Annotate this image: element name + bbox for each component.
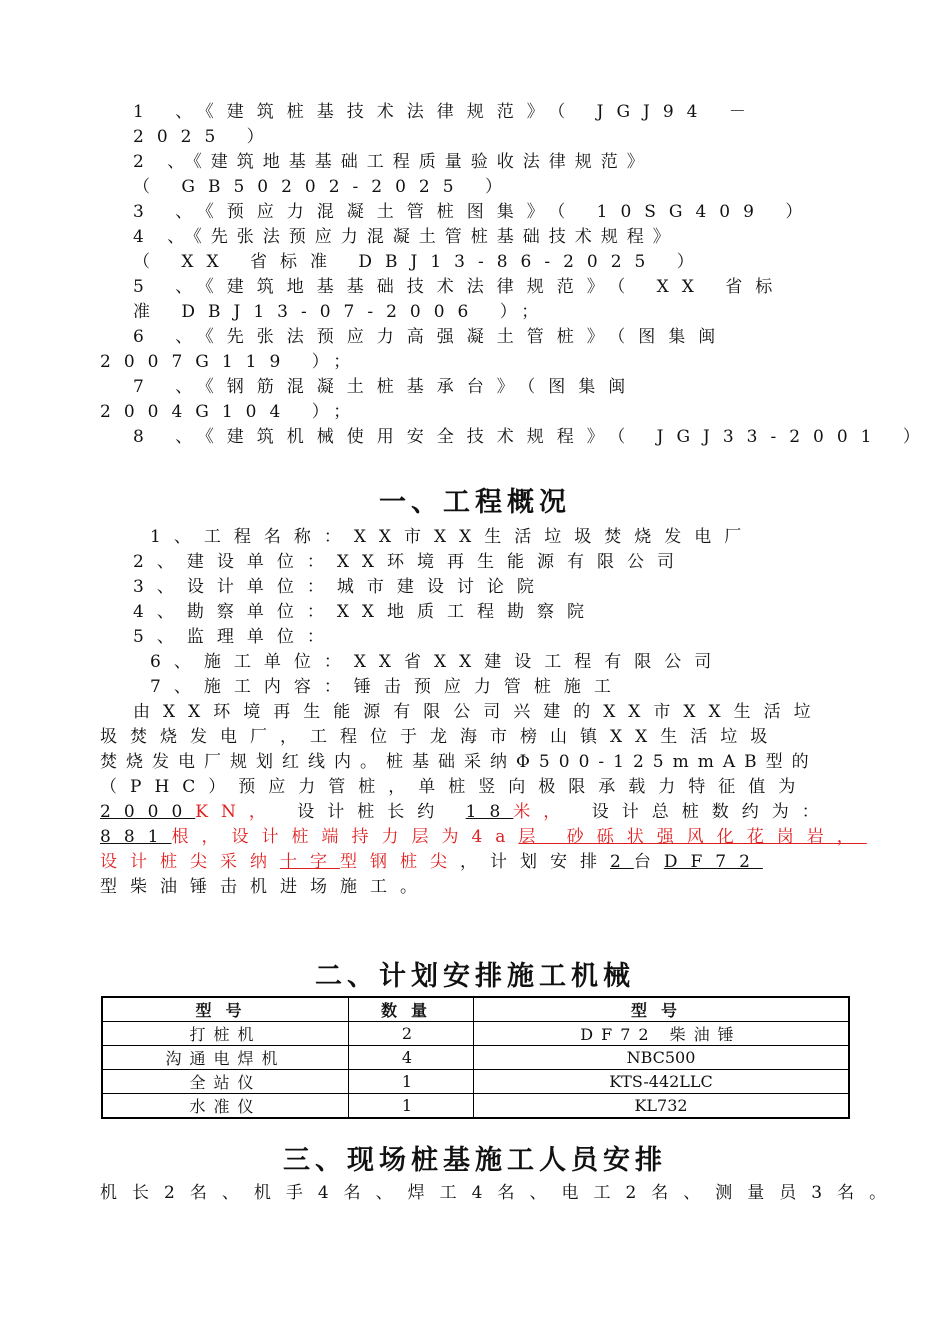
equipment-model: KL732 (474, 1094, 850, 1119)
equipment-table (101, 996, 850, 1119)
reference-6-line1: 6 、《先张法预应力高强凝土管桩》（图集闽 (133, 327, 729, 347)
hammer-model: DF72 (663, 852, 763, 872)
table-row (102, 1070, 849, 1094)
reference-1-line2: 2025 ） (133, 127, 277, 147)
owner-item: 2、建设单位：XX环境再生能源有限公司 (133, 552, 688, 572)
capacity-value: 2000 (100, 802, 196, 822)
pile-tip-type: 型钢桩尖 (340, 852, 460, 872)
pile-count-value: 881 (100, 827, 172, 847)
equipment-model: DF72 柴油锤 (474, 1022, 850, 1046)
machine-plan-label: ，计划安排 (460, 852, 610, 872)
reference-6-line2: 2007G119 ）； (100, 352, 364, 372)
machine-count-value: 2 (610, 852, 634, 872)
reference-5-line1: 5 、《建筑地基基础技术法律规范》（ XX 省标 (133, 277, 786, 297)
reference-8-line1: 8 、《建筑机械使用安全技术规程》（ JGJ33-2001 ） (133, 427, 933, 447)
reference-2-line1: 2 、《建筑地基基础工程质量验收法律规范》 (133, 152, 653, 172)
reference-3-line1: 3 、《预应力混凝土管桩图集》（ 10SG409 ） (133, 202, 816, 222)
equipment-quantity: 1 (349, 1094, 474, 1119)
pile-tip-value: 十字 (280, 852, 340, 872)
overview-para-line8: 型柴油锤击机进场施工。 (100, 877, 430, 897)
equipment-name: 全站仪 (102, 1070, 349, 1094)
reference-5-line2: 准 DBJ13-07-2006 ）； (133, 302, 552, 322)
bearing-layer-label: 根，设计桩端持力层为4a (171, 827, 519, 847)
equipment-name: 水准仪 (102, 1094, 349, 1119)
section2-title: 二、计划安排施工机械 (315, 961, 635, 992)
header-type: 型号 (102, 997, 349, 1022)
equipment-table-header (102, 997, 849, 1022)
bearing-layer-value: 层 砂砾状强风化花岗岩， (518, 827, 867, 847)
equipment-quantity: 1 (349, 1070, 474, 1094)
staffing-text: 机长2名、机手4名、焊工4名、电工2名、测量员3名。 (100, 1183, 902, 1203)
scope-item: 7、施工内容：锤击预应力管桩施工 (150, 677, 624, 697)
equipment-name: 沟通电焊机 (102, 1046, 349, 1070)
overview-para-line1: 由XX环境再生能源有限公司兴建的XX市XX生活垃 (133, 702, 824, 722)
section3-title: 三、现场桩基施工人员安排 (283, 1145, 667, 1176)
equipment-model: NBC500 (474, 1046, 850, 1070)
table-row (102, 1022, 849, 1046)
surveyor-item: 4、勘察单位：XX地质工程勘察院 (133, 602, 598, 622)
equipment-name: 打桩机 (102, 1022, 349, 1046)
equipment-model: KTS-442LLC (474, 1070, 850, 1094)
overview-para-line6 (100, 824, 950, 850)
overview-para-line2: 圾焚烧发电厂，工程位于龙海市榜山镇XX生活垃圾 (100, 727, 781, 747)
reference-7-line2: 2004G104 ）； (100, 402, 364, 422)
reference-7-line1: 7 、《钢筋混凝土桩基承台》（图集闽 (133, 377, 639, 397)
pile-length-label: 设计桩长约 (297, 802, 448, 822)
capacity-unit: KN， (195, 802, 279, 822)
overview-para-line7 (100, 849, 950, 875)
reference-2-line2: （ GB50202-2025 ） (133, 177, 515, 197)
project-name-item: 1、工程名称：XX市XX生活垃圾焚烧发电厂 (150, 527, 755, 547)
supervisor-item: 5、监理单位： (133, 627, 337, 647)
overview-para-line3: 焚烧发电厂规划红线内。桩基础采纳Φ500-125mmAB型的 (100, 752, 818, 772)
reference-4-line1: 4 、《先张法预应力混凝土管桩基础技术规程》 (133, 227, 679, 247)
header-quantity: 数量 (349, 997, 474, 1022)
overview-para-line5 (100, 799, 950, 825)
overview-para-line4: （PHC）预应力管桩，单桩竖向极限承载力特征值为 (100, 777, 809, 797)
pile-count-label: 设计总桩数约为： (591, 802, 832, 822)
machine-unit: 台 (633, 852, 664, 872)
pile-length-unit: 米， (513, 802, 574, 822)
equipment-quantity: 4 (349, 1046, 474, 1070)
section1-title: 一、工程概况 (379, 487, 571, 518)
table-row (102, 1094, 849, 1119)
header-model: 型号 (474, 997, 850, 1022)
equipment-quantity: 2 (349, 1022, 474, 1046)
table-row (102, 1046, 849, 1070)
reference-4-line2: （ XX 省标准 DBJ13-86-2025 ） (133, 252, 707, 272)
pile-length-value: 18 (465, 802, 514, 822)
pile-tip-label: 设计桩尖采纳 (100, 852, 280, 872)
contractor-item: 6、施工单位：XX省XX建设工程有限公司 (150, 652, 725, 672)
reference-1-line1: 1 、《建筑桩基技术法律规范》（ JGJ94 － (133, 102, 759, 122)
designer-item: 3、设计单位：城市建设讨论院 (133, 577, 547, 597)
